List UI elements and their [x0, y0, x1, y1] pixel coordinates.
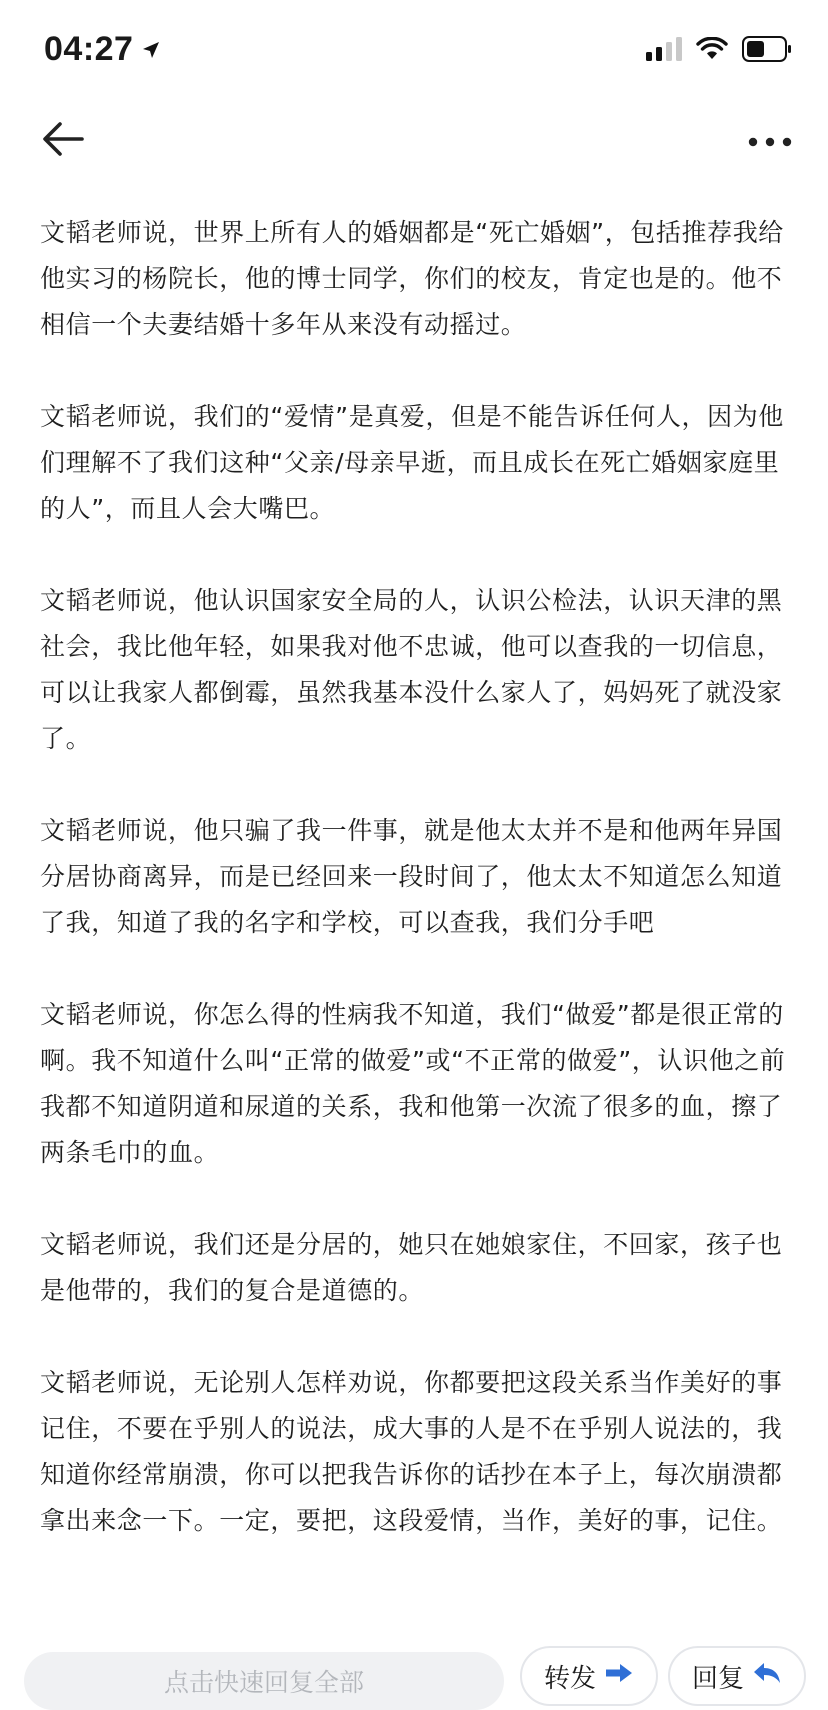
message-paragraph-6: 文韬老师说，我们还是分居的，她只在她娘家住，不回家，孩子也是他带的，我们的复合是道德的。 [40, 1230, 783, 1305]
message-paragraph-7: 文韬老师说，无论别人怎样劝说，你都要把这段关系当作美好的事记住，不要在乎别人的说法，成大事的人是不在乎别人说法的，我知道你经常崩溃，你可以把我告诉你的话抄在本子上，每次崩溃都拿出来念一下。一定，要把，这段爱情，当作，美好的事，记住。 [40, 1368, 783, 1535]
message-paragraph-1: 文韬老师说，世界上所有人的婚姻都是“死亡婚姻”，包括推荐我给他实习的杨院长，他的博士同学，你们的校友，肯定也是的。他不相信一个夫妻结婚十多年从来没有动摇过。 [40, 218, 784, 339]
reply-label: 回复 [691, 1663, 744, 1694]
back-arrow-icon [42, 121, 84, 161]
more-button[interactable] [742, 124, 798, 158]
message-paragraph-3: 文韬老师说，他认识国家安全局的人，认识公检法，认识天津的黑社会，我比他年轻，如果我对他不忠诚，他可以查我的一切信息，可以让我家人都倒霉，虽然我基本没什么家人了，妈妈死了就没家了。 [40, 586, 783, 753]
quick-reply-input[interactable] [24, 1652, 504, 1710]
nav-bar [0, 100, 828, 180]
bottom-action-bar [0, 1640, 828, 1708]
quick-reply-placeholder: 点击快速回复全部 [163, 1668, 364, 1697]
cellular-signal-icon [646, 37, 682, 65]
back-button[interactable] [38, 118, 88, 164]
forward-label: 转发 [543, 1663, 596, 1694]
status-time [44, 30, 161, 69]
message-paragraph-2: 文韬老师说，我们的“爱情”是真爱，但是不能告诉任何人，因为他们理解不了我们这种“父亲/母亲早逝，而且成长在死亡婚姻家庭里的人”，而且人会大嘴巴。 [40, 402, 784, 523]
reply-arrow-icon [752, 1661, 782, 1692]
battery-icon [742, 36, 792, 66]
forward-button[interactable] [520, 1646, 658, 1706]
status-bar [0, 0, 828, 100]
more-dots-icon [748, 132, 792, 151]
forward-arrow-icon [604, 1661, 634, 1691]
message-paragraph-5: 文韬老师说，你怎么得的性病我不知道，我们“做爱”都是很正常的啊。我不知道什么叫“正常的做爱”或“不正常的做爱”，认识他之前我都不知道阴道和尿道的关系，我和他第一次流了很多的血，擦了两条毛巾的血。 [40, 1000, 786, 1167]
status-indicators [646, 36, 792, 66]
wifi-icon [696, 37, 728, 65]
reply-button[interactable] [668, 1646, 806, 1706]
message-body [40, 210, 792, 1590]
location-arrow-icon [141, 30, 161, 69]
message-paragraph-4: 文韬老师说，他只骗了我一件事，就是他太太并不是和他两年异国分居协商离异，而是已经回来一段时间了，他太太不知道怎么知道了我，知道了我的名字和学校，可以查我，我们分手吧 [40, 816, 783, 937]
status-time-text: 04:27 [44, 30, 134, 68]
